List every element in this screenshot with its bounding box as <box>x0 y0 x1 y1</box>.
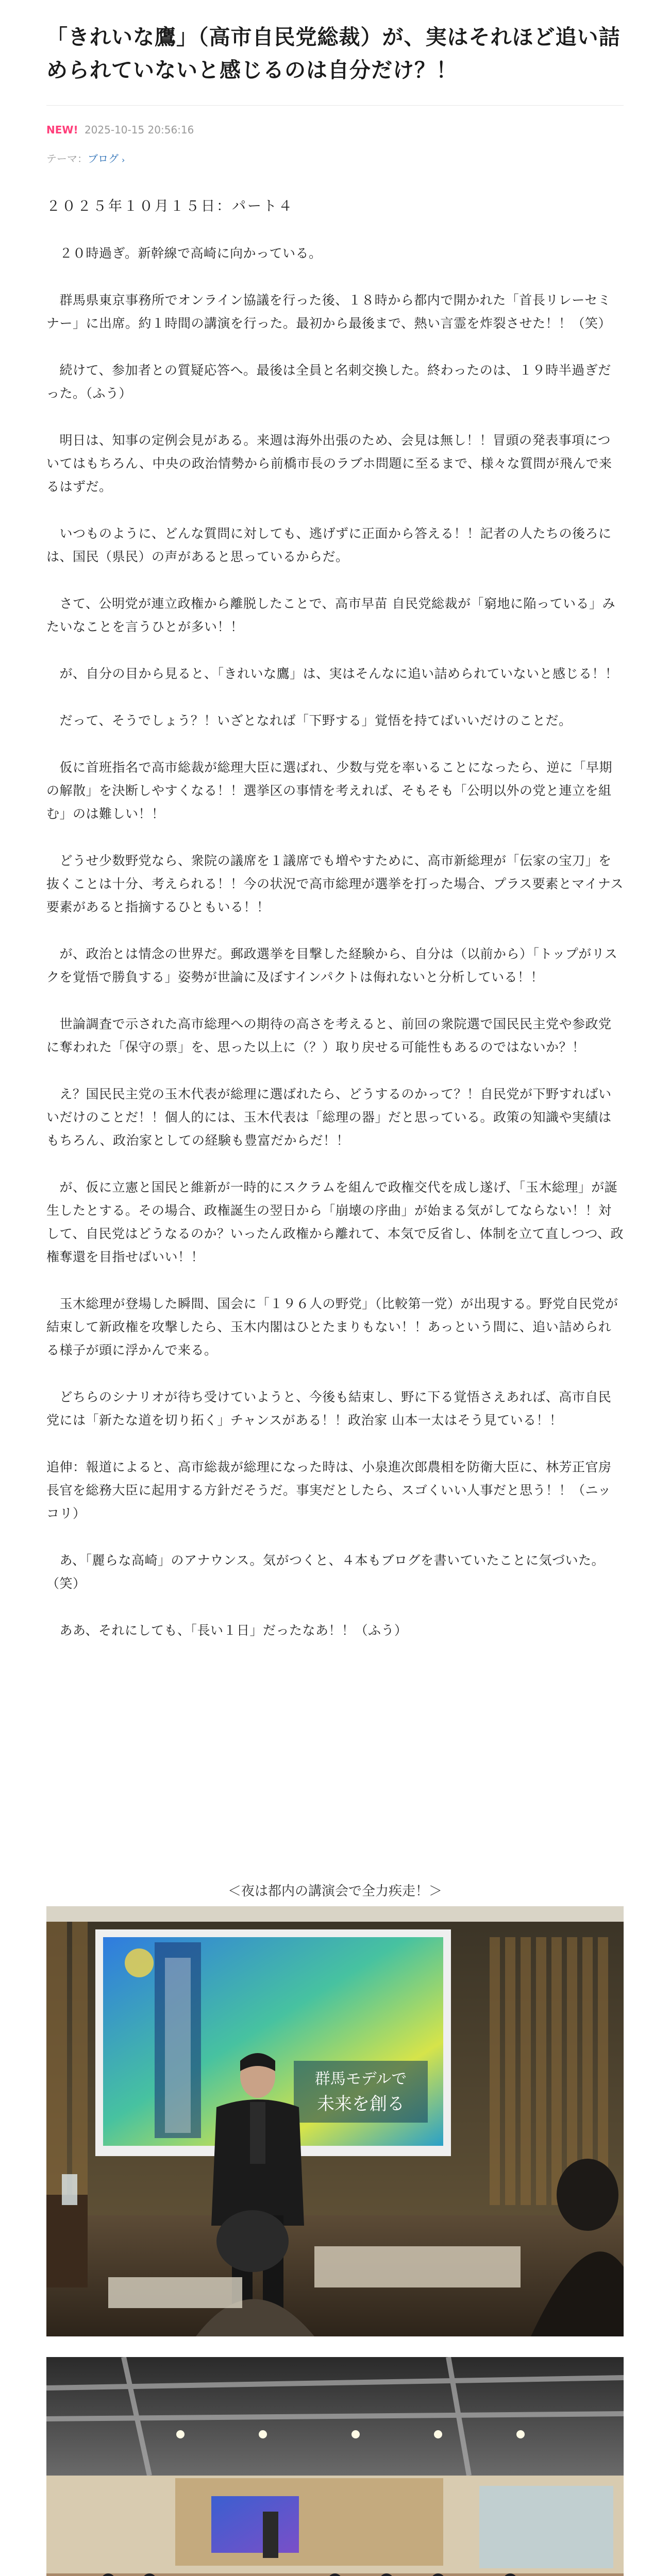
photo-caption: ＜夜は都内の講演会で全力疾走！＞ <box>227 1884 442 1899</box>
article-paragraph: が、仮に立憲と国民と維新が一時的にスクラムを組んで政権交代を成し遂げ、「玉木総理」が誕生したとする。その場合、政権誕生の翌日から「崩壊の序曲」が始まる気がしてならない！！対して、自民党はどうなるのか？いったん政権から離れて、本気で反省し、体制を立て直しつつ、政権奪還を目指せばいい！！ <box>46 1180 624 1264</box>
article-paragraph: だって、そうでしょう？！いざとなれば「下野する」覚悟を持てばいいだけのことだ。 <box>46 713 572 728</box>
audience-photo[interactable] <box>46 2357 624 2576</box>
article-paragraph: 仮に首班指名で高市総裁が総理大臣に選ばれ、少数与党を率いることになったら、逆に「早期の解散」を決断しやすくなる！！選挙区の事情を考えれば、そもそも「公明以外の党と連立を組む」のは難しい！！ <box>46 760 613 821</box>
post-meta <box>46 124 194 136</box>
new-badge: NEW! <box>46 124 78 136</box>
article-paragraph: さて、公明党が連立政権から離脱したことで、高市早苗 自民党総裁が「窮地に陥っている」みたいなことを言うひとが多い！！ <box>46 596 615 634</box>
article-paragraph: が、政治とは情念の世界だ。郵政選挙を目撃した経験から、自分は（以前から）「トップがリスクを覚悟で勝負する」姿勢が世論に及ぼすインパクトは侮れないと分析している！！ <box>46 946 618 985</box>
theme-link[interactable]: ブログ <box>88 152 119 165</box>
article-paragraph: いつものように、どんな質問に対しても、逃げずに正面から答える！！記者の人たちの後ろには、国民（県民）の声があると思っているからだ。 <box>46 526 612 564</box>
slide-text-1: 群馬モデルで <box>314 2070 407 2088</box>
chevron-right-icon: › <box>122 155 125 165</box>
article-paragraph: ２０時過ぎ。新幹線で高崎に向かっている。 <box>46 246 322 261</box>
audience-photo-icon <box>46 2357 624 2576</box>
article-body <box>46 195 624 1666</box>
post-datetime: 2025-10-15 20:56:16 <box>84 124 194 136</box>
article-paragraph: 群馬県東京事務所でオンライン協議を行った後、１８時から都内で開かれた「首長リレーセミナー」に出席。約１時間の講演を行った。最初から最後まで、熱い言霊を炸裂させた！！（笑） <box>46 293 612 331</box>
article-paragraph: どうせ少数野党なら、衆院の議席を１議席でも増やすために、高市新総理が「伝家の宝刀」を抜くことは十分、考えられる！！今の状況で高市総理が選挙を打った場合、プラス要素とマイナス要素があると指摘するひともいる！！ <box>46 853 624 914</box>
article-paragraph: 世論調査で示された高市総理への期待の高さを考えると、前回の衆院選で国民民主党や参政党に奪われた「保守の票」を、思った以上に（？）取り戻せる可能性もあるのではないか？！ <box>46 1016 612 1055</box>
article-paragraph: 追伸：報道によると、高市総裁が総理になった時は、小泉進次郎農相を防衛大臣に、林芳正官房長官を総務大臣に起用する方針だそうだ。事実だとしたら、スゴくいい人事だと思う！！（ニッコリ） <box>46 1460 612 1521</box>
article-paragraph: が、自分の目から見ると、「きれいな鷹」は、実はそんなに追い詰められていないと感じる！！ <box>46 666 618 681</box>
theme-label: テーマ： <box>46 152 88 165</box>
title-divider <box>46 105 624 106</box>
article-paragraph: 玉木総理が登場した瞬間、国会に「１９６人の野党」（比較第一党）が出現する。野党自民党が結束して新政権を攻撃したら、玉木内閣はひとたまりもない！！あっという間に、追い詰められる様子が頭に浮かんで来る。 <box>46 1296 618 1358</box>
lecture-photo-icon <box>46 1906 624 2336</box>
article-paragraph: あ、「麗らな高崎」のアナウンス。気がつくと、４本もブログを書いていたことに気づいた。（笑） <box>46 1553 605 1591</box>
article-paragraph: どちらのシナリオが待ち受けていようと、今後も結束し、野に下る覚悟さえあれば、高市自民党には「新たな道を切り拓く」チャンスがある！！政治家 山本一太はそう見ている！！ <box>46 1389 612 1428</box>
article-paragraph: 明日は、知事の定例会見がある。来週は海外出張のため、会見は無し！！冒頭の発表事項についてはもちろん、中央の政治情勢から前橋市長のラブホ問題に至るまで、様々な質問が飛んで来るはずだ。 <box>46 433 612 494</box>
slide-text-2: 未来を創る <box>317 2094 405 2114</box>
article-paragraph: ２０２５年１０月１５日：パート４ <box>46 198 294 214</box>
lecture-photo[interactable] <box>46 1906 624 2336</box>
article-paragraph: ああ、それにしても、「長い１日」だったなあ！！（ふう） <box>46 1623 408 1638</box>
article-paragraph: 続けて、参加者との質疑応答へ。最後は全員と名刺交換した。終わったのは、１９時半過ぎだった。（ふう） <box>46 363 611 401</box>
article-paragraph: え？国民民主党の玉木代表が総理に選ばれたら、どうするのかって？！自民党が下野すればいいだけのことだ！！個人的には、玉木代表は「総理の器」だと思っている。政策の知識や実績はもちろん、政治家としての経験も豊富だからだ！！ <box>46 1087 612 1148</box>
post-theme <box>46 150 125 165</box>
article-title: 「きれいな鷹」（高市自民党総裁）が、実はそれほど追い詰められていないと感じるのは自分だけ？！ <box>46 25 621 82</box>
